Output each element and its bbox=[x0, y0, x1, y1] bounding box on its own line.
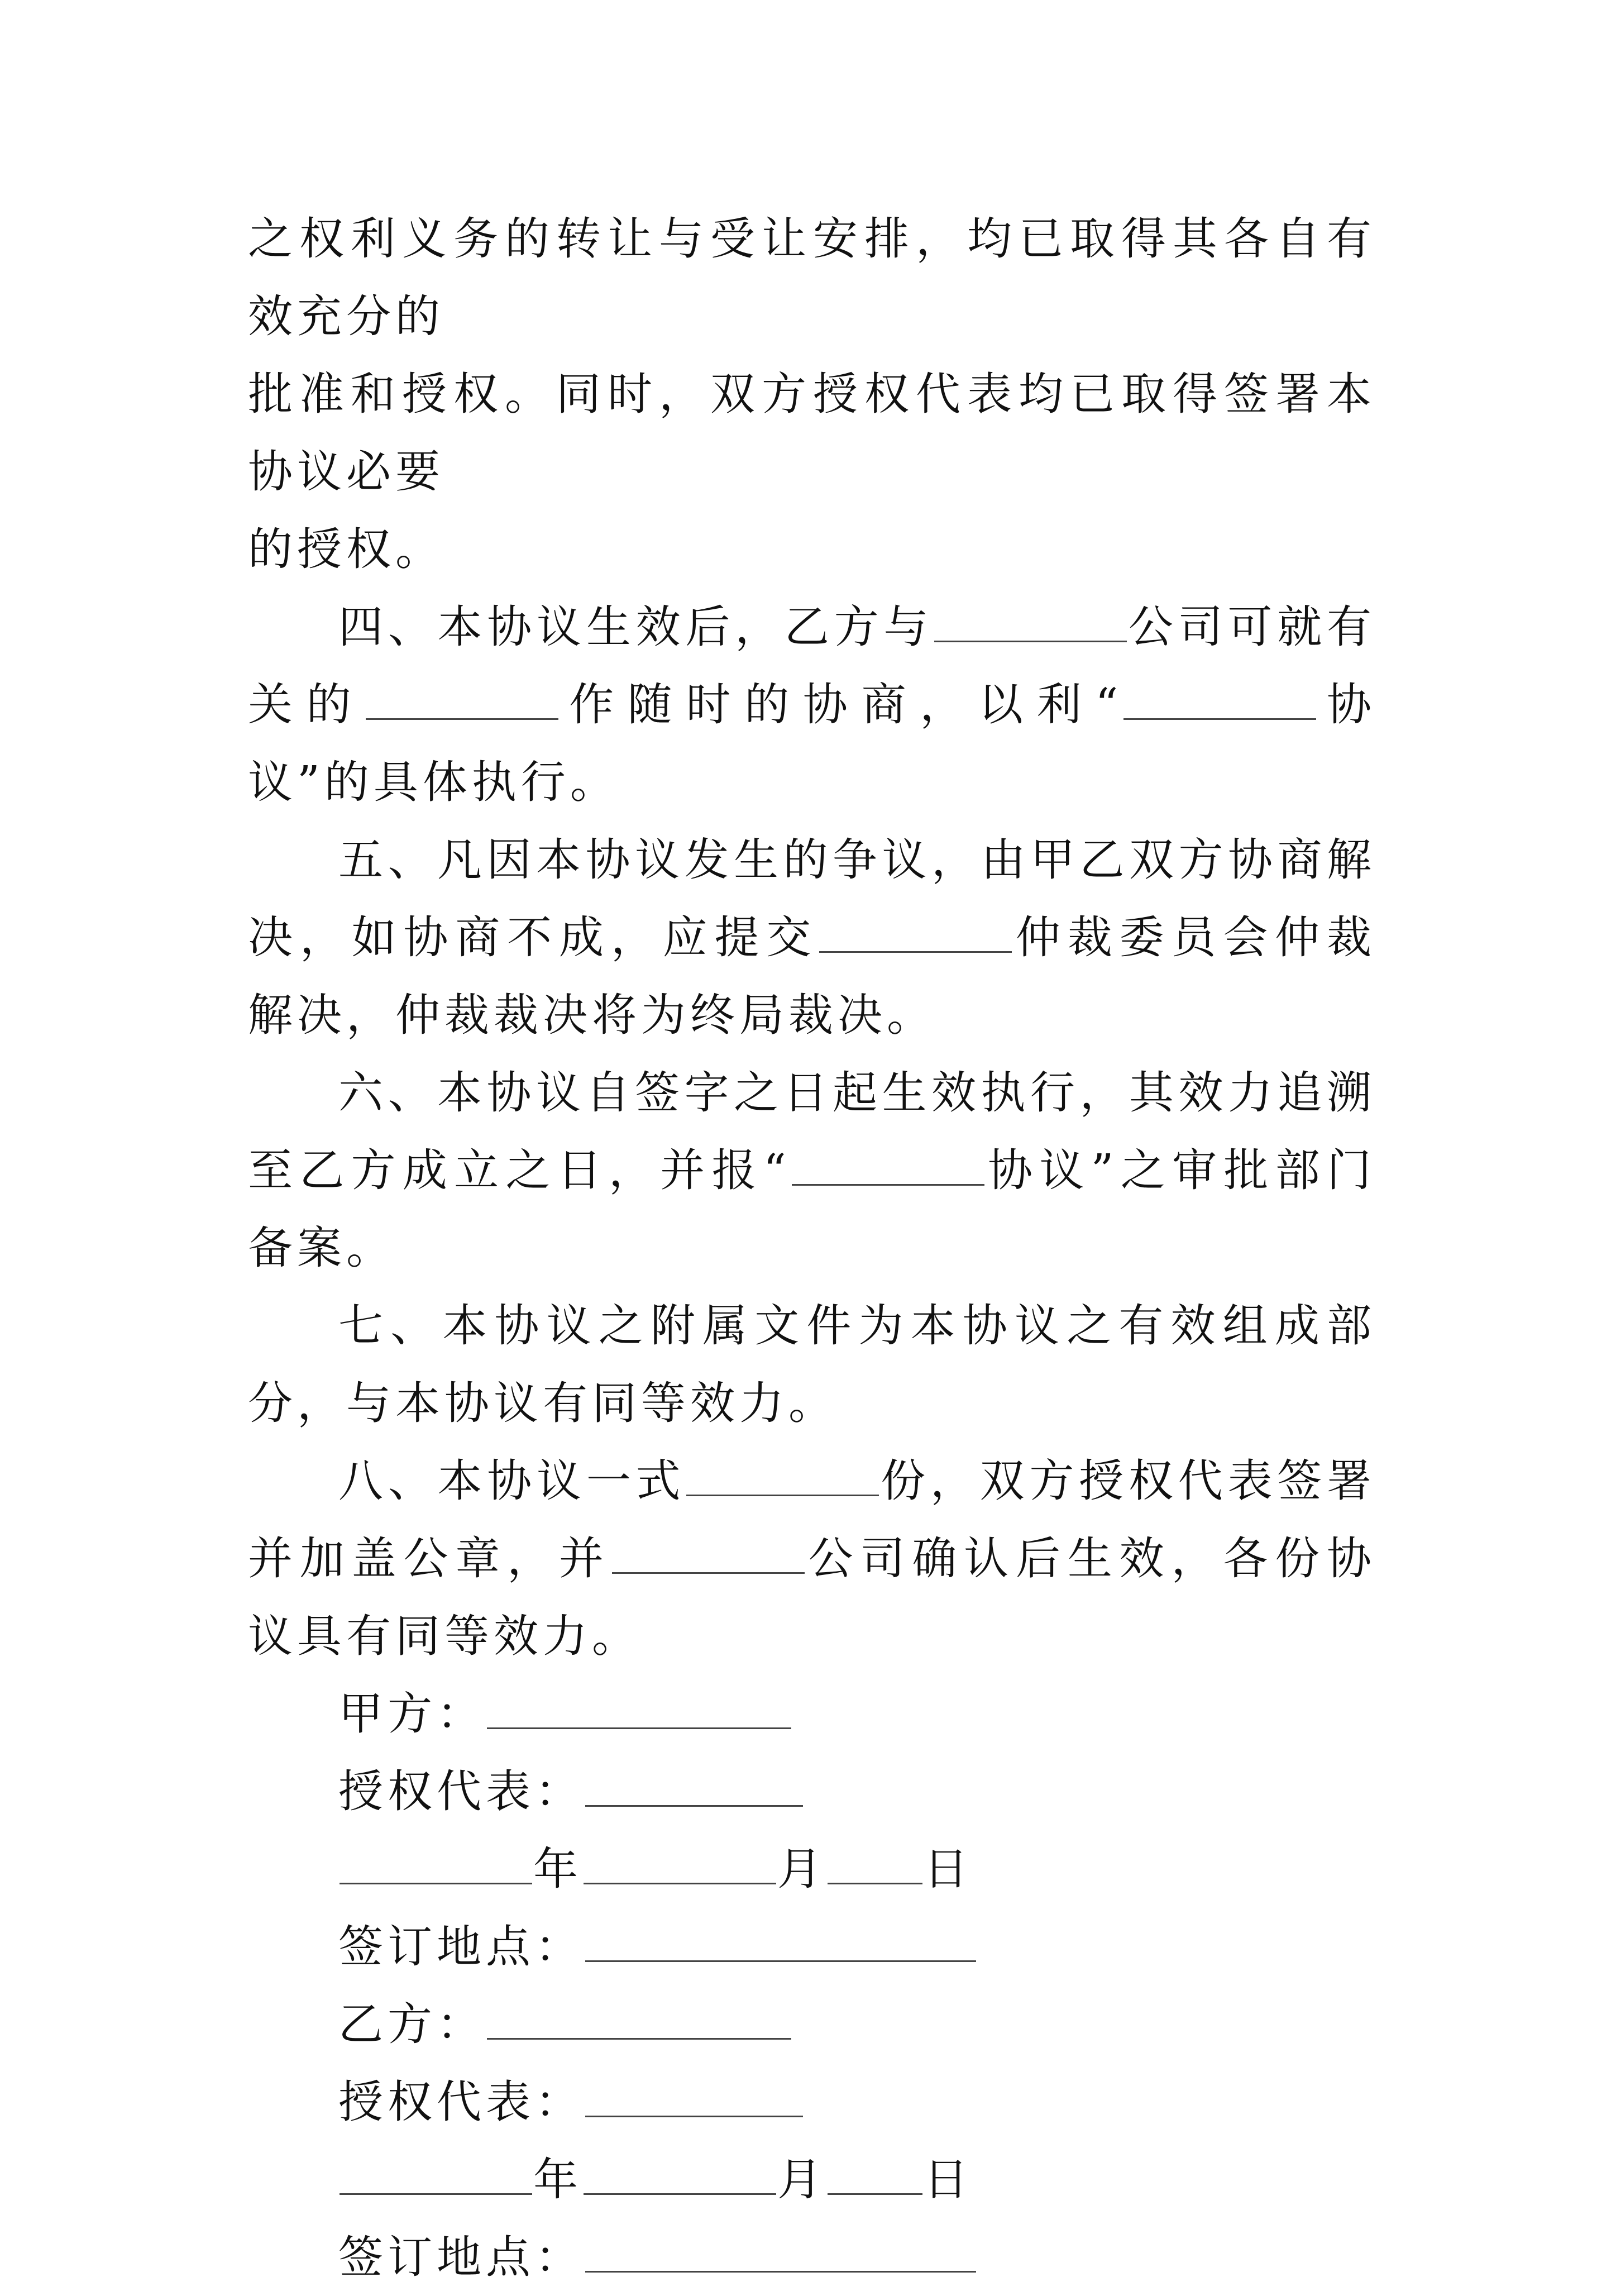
clause-5-text-2: 仲裁委员会仲裁解决，仲裁裁决将为终局裁决。 bbox=[248, 911, 1376, 1041]
clause-4 bbox=[248, 588, 1376, 821]
party-b-rep-blank bbox=[585, 2082, 803, 2117]
blank-field bbox=[612, 1539, 805, 1574]
party-a-blank bbox=[487, 1694, 791, 1729]
party-a-day-blank bbox=[828, 1849, 922, 1884]
clause-6-text-2: 协议”之审批部门备案。 bbox=[248, 1144, 1376, 1274]
party-a-month-blank bbox=[584, 1849, 776, 1884]
party-a-place-line bbox=[248, 1908, 1376, 1985]
party-b-rep-line bbox=[248, 2063, 1376, 2141]
clause-6-text-1: 六、本协议自签字之日起生效执行，其效力追溯至乙方成立之日，并报“ bbox=[248, 1067, 1376, 1196]
clause-4-text-2: 公司可就有关的 bbox=[248, 601, 1376, 731]
party-a-date-line bbox=[248, 1830, 1376, 1908]
clause-8-text-2: 份，双方授权代表签署并加盖公章，并 bbox=[248, 1455, 1376, 1584]
party-b-date-line bbox=[248, 2141, 1376, 2218]
party-a-year-label: 年 bbox=[533, 1843, 582, 1895]
party-b-day-label: 日 bbox=[924, 2154, 973, 2206]
clause-4-text-3: 作随时的协商，以利“ bbox=[560, 679, 1123, 731]
party-a-year-blank bbox=[340, 1849, 532, 1884]
signature-block-party-b bbox=[248, 1985, 1376, 2296]
document-body bbox=[248, 200, 1376, 2296]
party-b-place-label: 签订地点： bbox=[338, 2231, 584, 2283]
party-b-year-blank bbox=[340, 2160, 532, 2195]
clause-3-tail bbox=[248, 200, 1376, 588]
party-a-rep-line bbox=[248, 1753, 1376, 1830]
clause-3-line-2: 批准和授权。同时，双方授权代表均已取得签署本协议必要 bbox=[248, 368, 1376, 498]
clause-8-text-3: 公司确认后生效，各份协议具有同等效力。 bbox=[248, 1533, 1376, 1662]
clause-4-text-4: 协议”的具体执行。 bbox=[248, 679, 1376, 808]
blank-field bbox=[934, 607, 1127, 642]
party-b-rep-label: 授权代表： bbox=[338, 2076, 584, 2128]
clause-3-line-3: 的授权。 bbox=[248, 523, 444, 575]
signature-block-party-a bbox=[248, 1675, 1376, 1985]
party-a-day-label: 日 bbox=[924, 1843, 973, 1895]
party-a-month-label: 月 bbox=[777, 1843, 826, 1895]
blank-field bbox=[819, 918, 1012, 953]
party-a-rep-label: 授权代表： bbox=[338, 1765, 584, 1817]
clause-5-text-1: 五、凡因本协议发生的争议，由甲乙双方协商解决，如协商不成，应提交 bbox=[248, 834, 1376, 963]
clause-6 bbox=[248, 1054, 1376, 1287]
clause-8 bbox=[248, 1442, 1376, 1675]
party-b-day-blank bbox=[828, 2160, 922, 2195]
clause-8-text-1: 八、本协议一式 bbox=[338, 1455, 686, 1507]
blank-field bbox=[366, 685, 558, 720]
party-a-place-blank bbox=[585, 1927, 976, 1962]
party-b-year-label: 年 bbox=[533, 2154, 582, 2206]
party-b-place-blank bbox=[585, 2237, 976, 2273]
party-a-label: 甲方： bbox=[338, 1688, 486, 1740]
blank-field bbox=[792, 1151, 984, 1186]
party-b-month-blank bbox=[584, 2160, 776, 2195]
clause-4-text-1: 四、本协议生效后，乙方与 bbox=[338, 601, 934, 653]
clause-5 bbox=[248, 821, 1376, 1054]
party-b-line bbox=[248, 1985, 1376, 2063]
party-b-month-label: 月 bbox=[777, 2154, 826, 2206]
party-a-rep-blank bbox=[585, 1772, 803, 1807]
party-b-blank bbox=[487, 2004, 791, 2040]
clause-3-line-1: 之权利义务的转让与受让安排，均已取得其各自有效充分的 bbox=[248, 213, 1376, 342]
party-b-place-line bbox=[248, 2218, 1376, 2296]
party-a-place-label: 签订地点： bbox=[338, 1921, 584, 1973]
blank-field bbox=[1123, 685, 1316, 720]
party-a-line bbox=[248, 1675, 1376, 1753]
clause-7 bbox=[248, 1287, 1376, 1442]
clause-7-text: 七、本协议之附属文件为本协议之有效组成部分，与本协议有同等效力。 bbox=[248, 1300, 1376, 1429]
party-b-label: 乙方： bbox=[338, 1998, 486, 2050]
blank-field bbox=[686, 1461, 879, 1496]
